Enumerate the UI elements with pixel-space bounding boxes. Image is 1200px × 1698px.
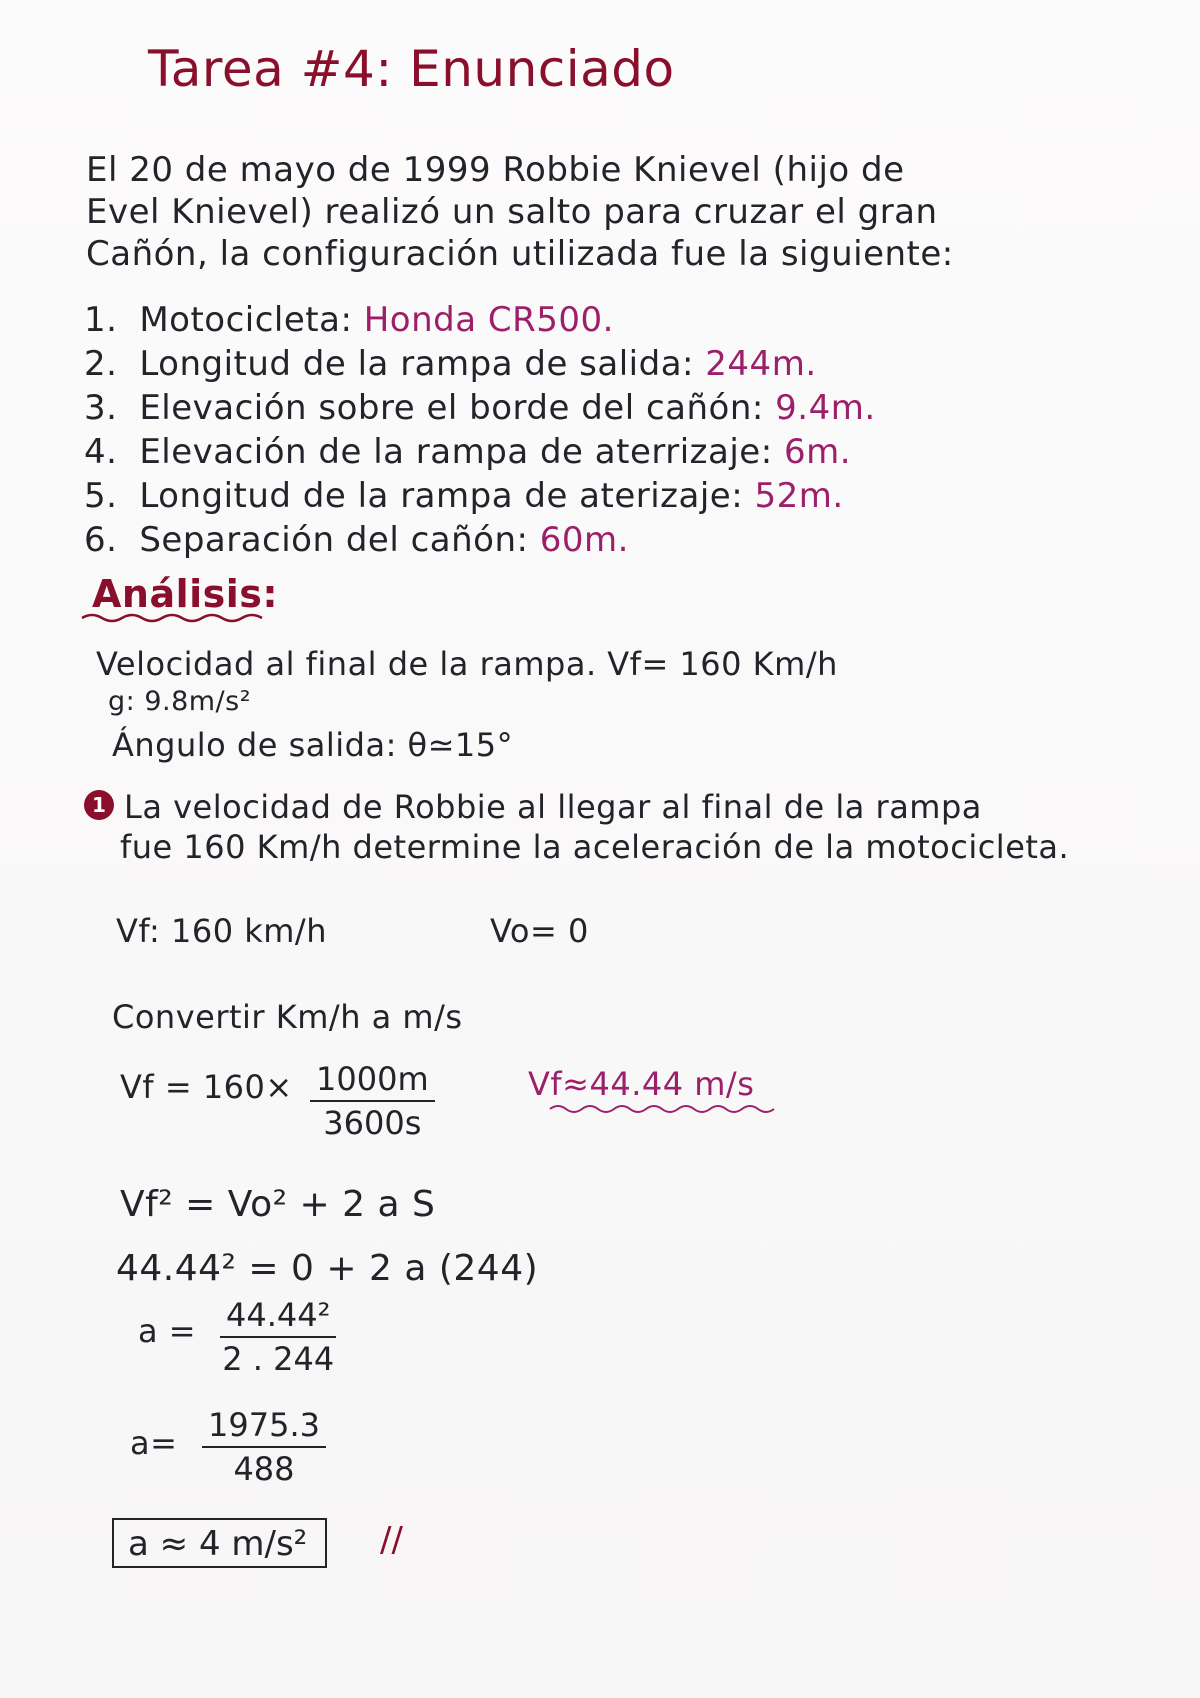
fraction-denominator: 2 . 244 (222, 1340, 335, 1378)
question-line-2: fue 160 Km/h determine la aceleración de la motocicleta. (120, 828, 1070, 866)
analysis-heading: Análisis: (92, 572, 279, 616)
final-answer-mark: // (380, 1520, 403, 1560)
config-item-number: 2. (84, 344, 118, 384)
config-item-label: Elevación de la rampa de aterrizaje: (139, 432, 773, 472)
velocity-line: Velocidad al final de la rampa. Vf= 160 Km/h (96, 645, 838, 683)
config-item-number: 1. (84, 300, 118, 340)
page-title: Tarea #4: Enunciado (148, 40, 675, 98)
config-item (84, 344, 817, 384)
angle-line: Ángulo de salida: θ≃15° (112, 726, 514, 764)
config-item-label: Elevación sobre el borde del cañón: (139, 388, 764, 428)
config-item (84, 520, 629, 560)
intro-line-3: Cañón, la configuración utilizada fue la siguiente: (86, 234, 954, 274)
config-item-label: Longitud de la rampa de aterizaje: (139, 476, 744, 516)
config-item-number: 4. (84, 432, 118, 472)
config-item-number: 6. (84, 520, 118, 560)
config-item-value: 9.4m. (775, 388, 876, 428)
config-item-value: 52m. (754, 476, 844, 516)
config-item-value: Honda CR500. (363, 300, 614, 340)
intro-line-1: El 20 de mayo de 1999 Robbie Knievel (hijo de (86, 150, 905, 190)
config-item-value: 60m. (539, 520, 629, 560)
vf-given: Vf: 160 km/h (116, 912, 327, 950)
question-line-1: La velocidad de Robbie al llegar al final de la rampa (124, 788, 982, 826)
fraction-numerator: 1000m (310, 1060, 435, 1102)
fraction-denominator: 3600s (323, 1104, 422, 1142)
question-number-badge: 1 (84, 790, 114, 820)
vf-calc-prefix: Vf = 160× (120, 1068, 293, 1106)
fraction-numerator: 1975.3 (202, 1406, 326, 1448)
config-item (84, 432, 851, 472)
result-underline (548, 1103, 778, 1115)
vf-conversion-fraction (310, 1060, 435, 1142)
kinematics-formula: Vf² = Vo² + 2 a S (120, 1184, 436, 1225)
config-item (84, 476, 844, 516)
final-answer-box: a ≈ 4 m/s² (112, 1518, 327, 1568)
intro-line-2: Evel Knievel) realizó un salto para cruzar el gran (86, 192, 938, 232)
formula-substitution: 44.44² = 0 + 2 a (244) (116, 1248, 539, 1289)
config-item-label: Separación del cañón: (139, 520, 529, 560)
config-item-label: Motocicleta: (139, 300, 353, 340)
accel-fraction-2 (202, 1406, 326, 1488)
accel-label-2: a= (130, 1424, 178, 1462)
vo-given: Vo= 0 (490, 912, 589, 950)
vf-result: Vf≈44.44 m/s (528, 1065, 755, 1103)
config-item-value: 6m. (783, 432, 852, 472)
heading-underline (80, 612, 280, 624)
config-item-number: 5. (84, 476, 118, 516)
convert-note: Convertir Km/h a m/s (112, 998, 463, 1036)
config-item-number: 3. (84, 388, 118, 428)
accel-fraction-1 (220, 1296, 336, 1378)
config-item (84, 388, 876, 428)
fraction-numerator: 44.44² (220, 1296, 336, 1338)
gravity-line: g: 9.8m/s² (108, 686, 252, 717)
config-item-label: Longitud de la rampa de salida: (139, 344, 694, 384)
config-item (84, 300, 614, 340)
fraction-denominator: 488 (233, 1450, 295, 1488)
config-item-value: 244m. (705, 344, 817, 384)
accel-label-1: a = (138, 1312, 197, 1350)
